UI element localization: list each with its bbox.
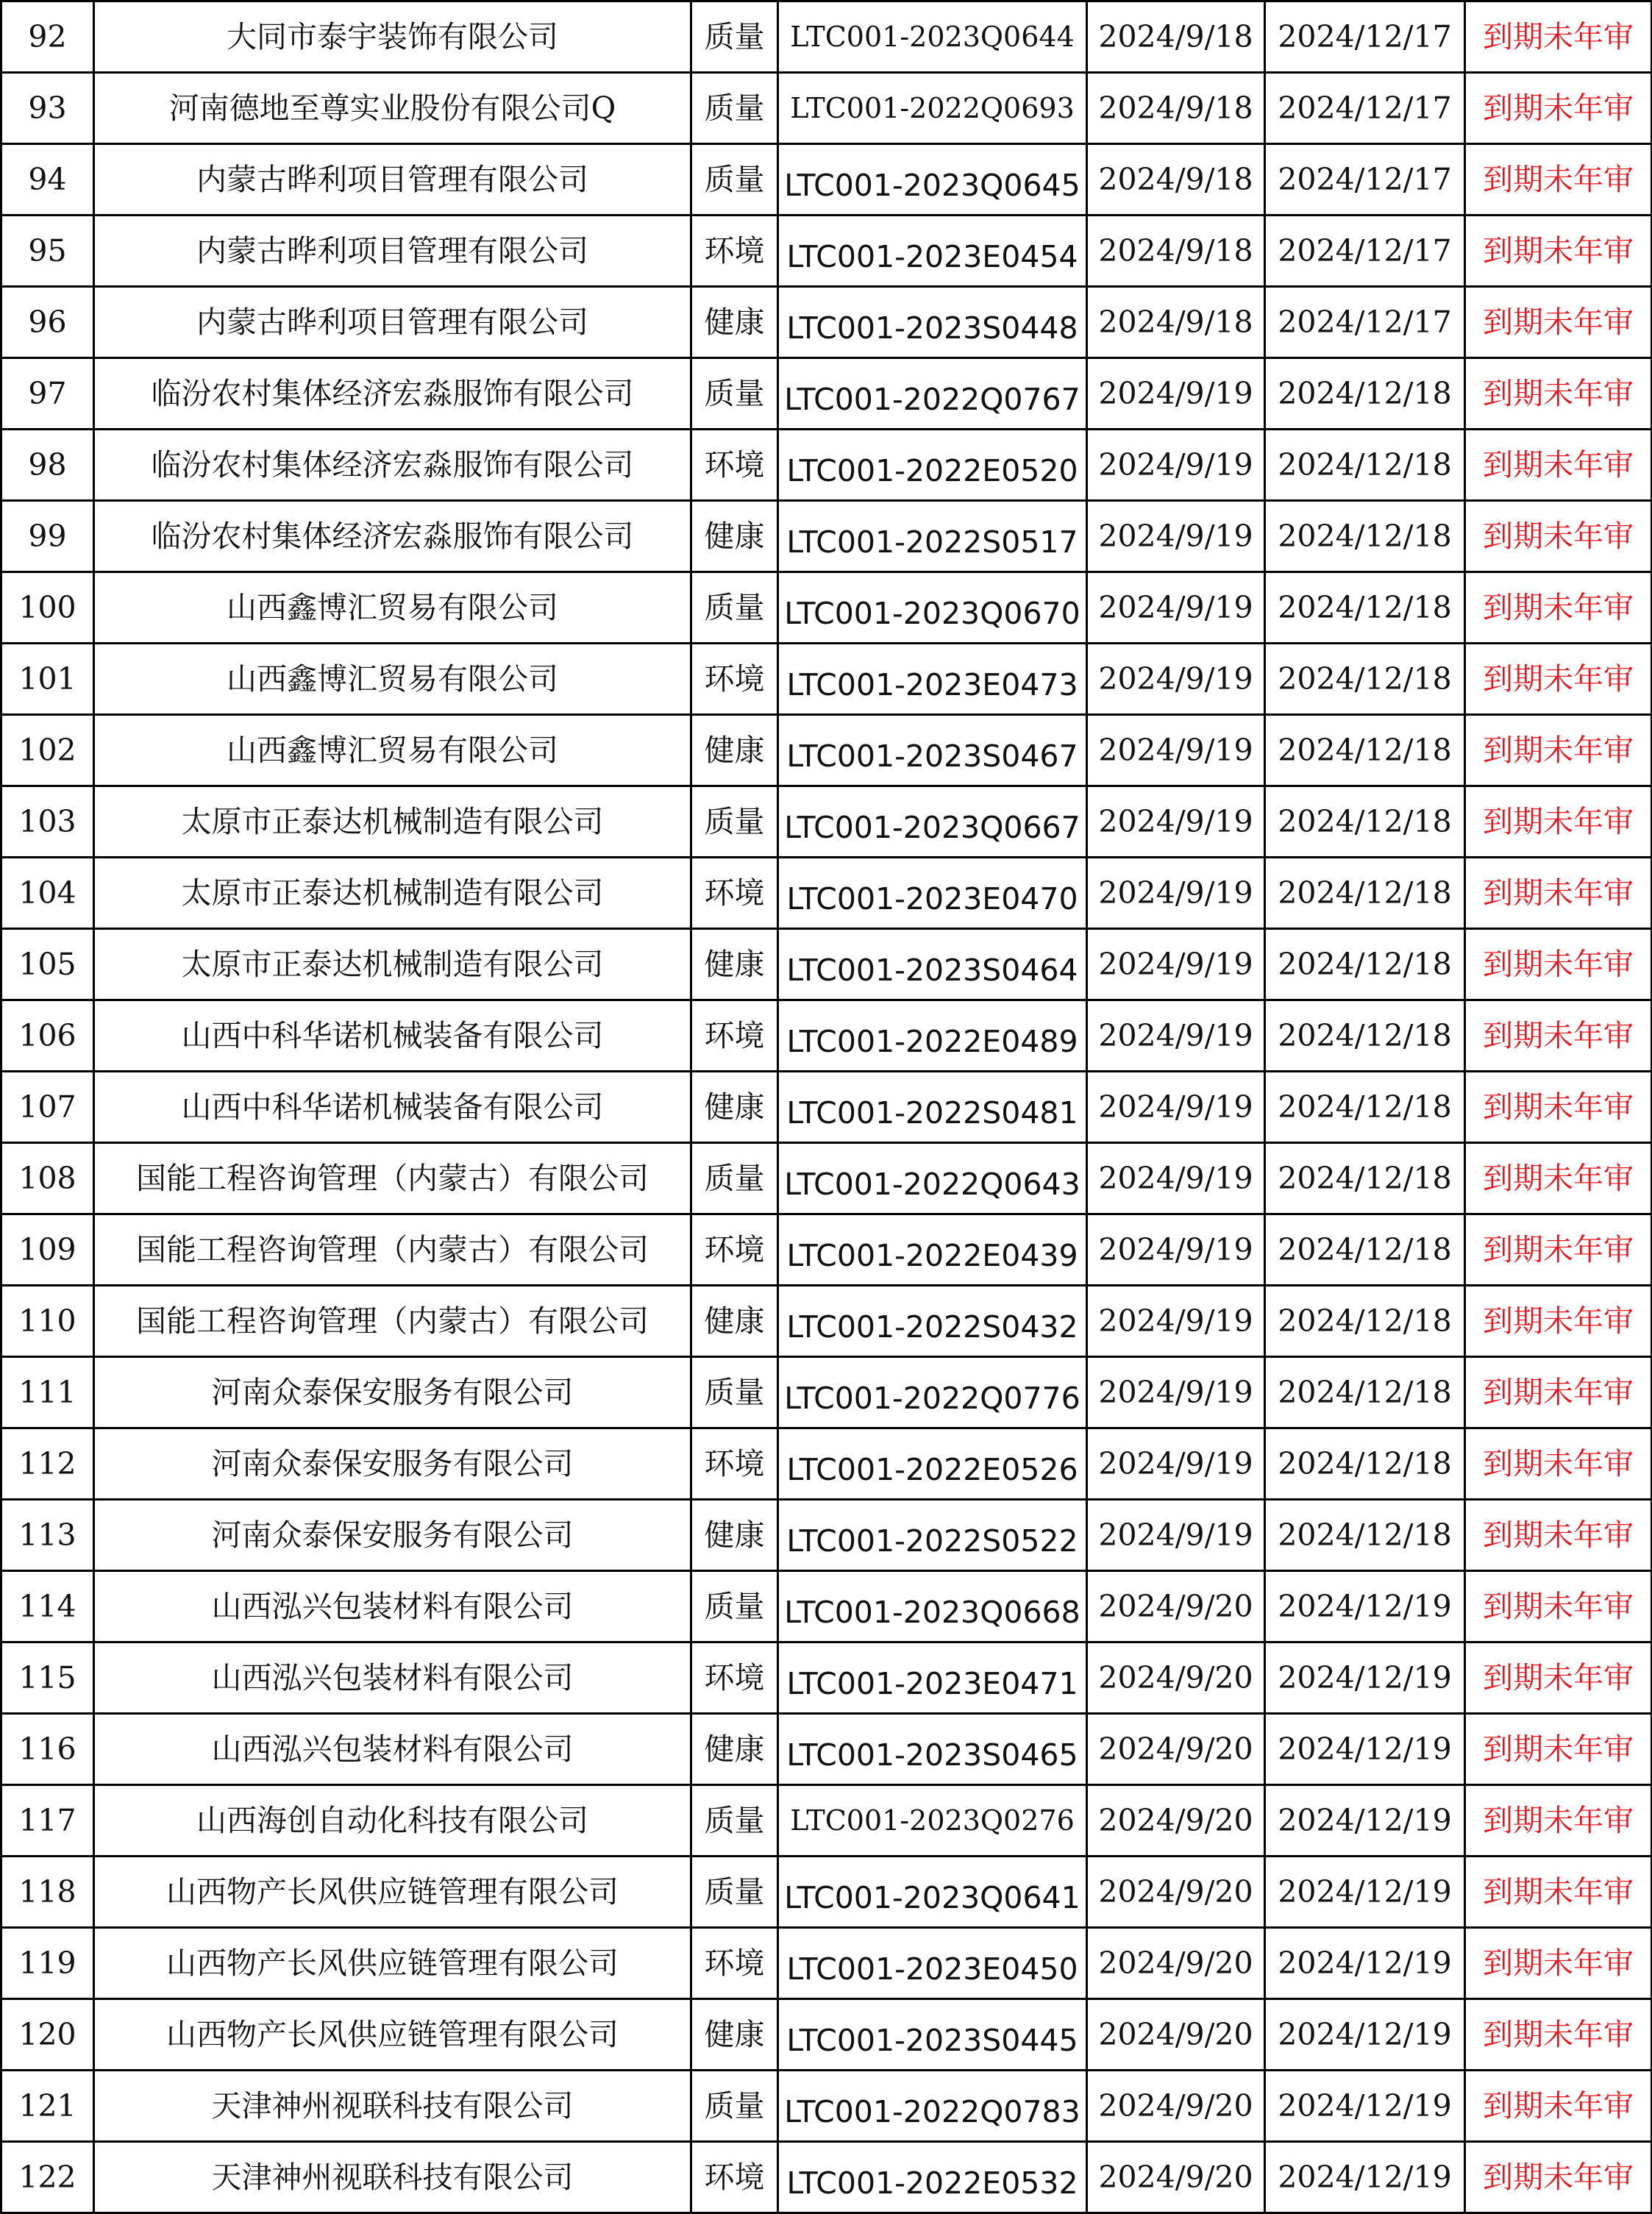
- company-name-cell: 山西泓兴包装材料有限公司: [94, 1642, 691, 1714]
- table-row: [1, 1428, 1652, 1500]
- status-cell: 到期未年审: [1465, 1857, 1652, 1928]
- row-number-cell: 109: [1, 1214, 94, 1286]
- table-row: [1, 572, 1652, 644]
- status-cell: 到期未年审: [1465, 73, 1652, 144]
- certificate-number-cell: LTC001-2023Q0667: [778, 786, 1087, 858]
- company-name-cell: 山西鑫博汇贸易有限公司: [94, 644, 691, 715]
- issue-date-cell: 2024/9/19: [1087, 1072, 1265, 1143]
- expiry-date-cell: 2024/12/18: [1265, 430, 1465, 501]
- issue-date-cell: 2024/9/19: [1087, 358, 1265, 430]
- certificate-number-cell: LTC001-2023E0450: [778, 1928, 1087, 1999]
- table-row: [1, 1214, 1652, 1286]
- row-number-cell: 101: [1, 644, 94, 715]
- certification-type-cell: 质量: [691, 358, 778, 430]
- certificate-number-cell: LTC001-2022S0481: [778, 1072, 1087, 1143]
- expiry-date-cell: 2024/12/19: [1265, 1857, 1465, 1928]
- company-name-cell: 山西物产长风供应链管理有限公司: [94, 1928, 691, 1999]
- issue-date-cell: 2024/9/19: [1087, 501, 1265, 572]
- status-cell: 到期未年审: [1465, 1, 1652, 73]
- certification-type-cell: 健康: [691, 929, 778, 1000]
- issue-date-cell: 2024/9/19: [1087, 1214, 1265, 1286]
- expiry-date-cell: 2024/12/18: [1265, 1500, 1465, 1571]
- issue-date-cell: 2024/9/20: [1087, 1642, 1265, 1714]
- row-number-cell: 114: [1, 1571, 94, 1642]
- table-row: [1, 1928, 1652, 1999]
- table-row: [1, 715, 1652, 786]
- certificate-number-cell: LTC001-2022E0489: [778, 1000, 1087, 1072]
- status-cell: 到期未年审: [1465, 1286, 1652, 1357]
- row-number-cell: 95: [1, 216, 94, 287]
- expiry-date-cell: 2024/12/19: [1265, 1642, 1465, 1714]
- certificate-number-cell: LTC001-2023Q0645: [778, 144, 1087, 216]
- company-name-cell: 临汾农村集体经济宏淼服饰有限公司: [94, 430, 691, 501]
- row-number-cell: 96: [1, 287, 94, 358]
- issue-date-cell: 2024/9/19: [1087, 786, 1265, 858]
- issue-date-cell: 2024/9/18: [1087, 1, 1265, 73]
- issue-date-cell: 2024/9/18: [1087, 73, 1265, 144]
- certification-type-cell: 健康: [691, 501, 778, 572]
- company-name-cell: 山西泓兴包装材料有限公司: [94, 1571, 691, 1642]
- certificate-number-cell: LTC001-2023Q0670: [778, 572, 1087, 644]
- certification-type-cell: 环境: [691, 644, 778, 715]
- status-cell: 到期未年审: [1465, 1999, 1652, 2071]
- certification-type-cell: 健康: [691, 287, 778, 358]
- certification-type-cell: 环境: [691, 1428, 778, 1500]
- company-name-cell: 山西物产长风供应链管理有限公司: [94, 1999, 691, 2071]
- row-number-cell: 92: [1, 1, 94, 73]
- certificate-number-cell: LTC001-2023S0467: [778, 715, 1087, 786]
- row-number-cell: 111: [1, 1357, 94, 1428]
- row-number-cell: 113: [1, 1500, 94, 1571]
- row-number-cell: 110: [1, 1286, 94, 1357]
- table-row: [1, 786, 1652, 858]
- expiry-date-cell: 2024/12/18: [1265, 715, 1465, 786]
- row-number-cell: 120: [1, 1999, 94, 2071]
- certification-type-cell: 质量: [691, 572, 778, 644]
- expiry-date-cell: 2024/12/18: [1265, 501, 1465, 572]
- status-cell: 到期未年审: [1465, 430, 1652, 501]
- issue-date-cell: 2024/9/19: [1087, 1428, 1265, 1500]
- certification-type-cell: 健康: [691, 1500, 778, 1571]
- certificate-number-cell: LTC001-2022E0526: [778, 1428, 1087, 1500]
- company-name-cell: 天津神州视联科技有限公司: [94, 2071, 691, 2142]
- row-number-cell: 103: [1, 786, 94, 858]
- status-cell: 到期未年审: [1465, 1072, 1652, 1143]
- certificate-number-cell: LTC001-2022S0432: [778, 1286, 1087, 1357]
- status-cell: 到期未年审: [1465, 1143, 1652, 1214]
- issue-date-cell: 2024/9/19: [1087, 430, 1265, 501]
- certificate-number-cell: LTC001-2023Q0641: [778, 1857, 1087, 1928]
- certification-type-cell: 质量: [691, 1143, 778, 1214]
- issue-date-cell: 2024/9/19: [1087, 644, 1265, 715]
- certification-type-cell: 质量: [691, 1357, 778, 1428]
- certificate-number-cell: LTC001-2022Q0776: [778, 1357, 1087, 1428]
- company-name-cell: 内蒙古晔利项目管理有限公司: [94, 287, 691, 358]
- row-number-cell: 107: [1, 1072, 94, 1143]
- certification-type-cell: 质量: [691, 1571, 778, 1642]
- company-name-cell: 大同市泰宇装饰有限公司: [94, 1, 691, 73]
- table-body: [1, 1, 1652, 2213]
- status-cell: 到期未年审: [1465, 358, 1652, 430]
- certification-type-cell: 质量: [691, 2071, 778, 2142]
- company-name-cell: 内蒙古晔利项目管理有限公司: [94, 144, 691, 216]
- row-number-cell: 106: [1, 1000, 94, 1072]
- table-row: [1, 501, 1652, 572]
- certificate-number-cell: LTC001-2022Q0643: [778, 1143, 1087, 1214]
- row-number-cell: 121: [1, 2071, 94, 2142]
- company-name-cell: 临汾农村集体经济宏淼服饰有限公司: [94, 358, 691, 430]
- status-cell: 到期未年审: [1465, 1500, 1652, 1571]
- row-number-cell: 94: [1, 144, 94, 216]
- issue-date-cell: 2024/9/18: [1087, 216, 1265, 287]
- certification-type-cell: 环境: [691, 2142, 778, 2213]
- table-row: [1, 430, 1652, 501]
- status-cell: 到期未年审: [1465, 144, 1652, 216]
- status-cell: 到期未年审: [1465, 2071, 1652, 2142]
- certificate-number-cell: LTC001-2023Q0668: [778, 1571, 1087, 1642]
- row-number-cell: 100: [1, 572, 94, 644]
- company-name-cell: 山西中科华诺机械装备有限公司: [94, 1072, 691, 1143]
- certificate-number-cell: LTC001-2022S0522: [778, 1500, 1087, 1571]
- issue-date-cell: 2024/9/19: [1087, 715, 1265, 786]
- table-row: [1, 1357, 1652, 1428]
- status-cell: 到期未年审: [1465, 715, 1652, 786]
- certification-type-cell: 健康: [691, 1072, 778, 1143]
- certification-type-cell: 质量: [691, 73, 778, 144]
- table-row: [1, 358, 1652, 430]
- row-number-cell: 98: [1, 430, 94, 501]
- status-cell: 到期未年审: [1465, 572, 1652, 644]
- expiry-date-cell: 2024/12/17: [1265, 144, 1465, 216]
- row-number-cell: 116: [1, 1714, 94, 1785]
- certificate-number-cell: LTC001-2023S0464: [778, 929, 1087, 1000]
- status-cell: 到期未年审: [1465, 644, 1652, 715]
- table-row: [1, 73, 1652, 144]
- certification-type-cell: 质量: [691, 786, 778, 858]
- expiry-date-cell: 2024/12/19: [1265, 1999, 1465, 2071]
- certification-type-cell: 质量: [691, 1, 778, 73]
- expiry-date-cell: 2024/12/19: [1265, 1785, 1465, 1857]
- table-row: [1, 1642, 1652, 1714]
- status-cell: 到期未年审: [1465, 1428, 1652, 1500]
- row-number-cell: 112: [1, 1428, 94, 1500]
- company-name-cell: 河南众泰保安服务有限公司: [94, 1357, 691, 1428]
- certificate-number-cell: LTC001-2023E0473: [778, 644, 1087, 715]
- issue-date-cell: 2024/9/20: [1087, 2071, 1265, 2142]
- table-row: [1, 858, 1652, 929]
- table-row: [1, 1857, 1652, 1928]
- status-cell: 到期未年审: [1465, 1357, 1652, 1428]
- table-row: [1, 1072, 1652, 1143]
- expiry-date-cell: 2024/12/19: [1265, 1714, 1465, 1785]
- issue-date-cell: 2024/9/18: [1087, 287, 1265, 358]
- expiry-date-cell: 2024/12/18: [1265, 358, 1465, 430]
- table-row: [1, 1143, 1652, 1214]
- certificate-number-cell: LTC001-2023E0454: [778, 216, 1087, 287]
- certificate-number-cell: LTC001-2023E0470: [778, 858, 1087, 929]
- company-name-cell: 太原市正泰达机械制造有限公司: [94, 786, 691, 858]
- row-number-cell: 122: [1, 2142, 94, 2213]
- row-number-cell: 99: [1, 501, 94, 572]
- certificate-number-cell: LTC001-2022E0439: [778, 1214, 1087, 1286]
- certificate-number-cell: LTC001-2023S0448: [778, 287, 1087, 358]
- expiry-date-cell: 2024/12/17: [1265, 216, 1465, 287]
- certification-type-cell: 环境: [691, 858, 778, 929]
- issue-date-cell: 2024/9/19: [1087, 1143, 1265, 1214]
- certification-type-cell: 质量: [691, 1785, 778, 1857]
- table-row: [1, 929, 1652, 1000]
- expiry-date-cell: 2024/12/18: [1265, 644, 1465, 715]
- certificate-number-cell: LTC001-2022E0532: [778, 2142, 1087, 2213]
- company-name-cell: 山西鑫博汇贸易有限公司: [94, 572, 691, 644]
- issue-date-cell: 2024/9/20: [1087, 2142, 1265, 2213]
- company-name-cell: 太原市正泰达机械制造有限公司: [94, 929, 691, 1000]
- table-row: [1, 1500, 1652, 1571]
- certification-type-cell: 健康: [691, 715, 778, 786]
- expiry-date-cell: 2024/12/18: [1265, 1143, 1465, 1214]
- company-name-cell: 山西中科华诺机械装备有限公司: [94, 1000, 691, 1072]
- certificate-number-cell: LTC001-2023Q0276: [778, 1785, 1087, 1857]
- row-number-cell: 105: [1, 929, 94, 1000]
- row-number-cell: 115: [1, 1642, 94, 1714]
- table-row: [1, 287, 1652, 358]
- certification-type-cell: 环境: [691, 430, 778, 501]
- company-name-cell: 内蒙古晔利项目管理有限公司: [94, 216, 691, 287]
- company-name-cell: 河南德地至尊实业股份有限公司Q: [94, 73, 691, 144]
- status-cell: 到期未年审: [1465, 501, 1652, 572]
- table-row: [1, 1000, 1652, 1072]
- row-number-cell: 104: [1, 858, 94, 929]
- status-cell: 到期未年审: [1465, 1642, 1652, 1714]
- certification-type-cell: 环境: [691, 1642, 778, 1714]
- status-cell: 到期未年审: [1465, 1000, 1652, 1072]
- row-number-cell: 108: [1, 1143, 94, 1214]
- table-row: [1, 1714, 1652, 1785]
- expiry-date-cell: 2024/12/18: [1265, 858, 1465, 929]
- status-cell: 到期未年审: [1465, 1214, 1652, 1286]
- expiry-date-cell: 2024/12/19: [1265, 2071, 1465, 2142]
- company-name-cell: 国能工程咨询管理（内蒙古）有限公司: [94, 1143, 691, 1214]
- status-cell: 到期未年审: [1465, 287, 1652, 358]
- status-cell: 到期未年审: [1465, 2142, 1652, 2213]
- table-row: [1, 216, 1652, 287]
- expiry-date-cell: 2024/12/18: [1265, 1000, 1465, 1072]
- expiry-date-cell: 2024/12/19: [1265, 2142, 1465, 2213]
- table-row: [1, 1571, 1652, 1642]
- issue-date-cell: 2024/9/18: [1087, 144, 1265, 216]
- row-number-cell: 118: [1, 1857, 94, 1928]
- expiry-date-cell: 2024/12/18: [1265, 1286, 1465, 1357]
- certificate-number-cell: LTC001-2023S0445: [778, 1999, 1087, 2071]
- expiry-date-cell: 2024/12/18: [1265, 1214, 1465, 1286]
- company-name-cell: 国能工程咨询管理（内蒙古）有限公司: [94, 1286, 691, 1357]
- expiry-date-cell: 2024/12/17: [1265, 1, 1465, 73]
- issue-date-cell: 2024/9/20: [1087, 1571, 1265, 1642]
- status-cell: 到期未年审: [1465, 1714, 1652, 1785]
- expiry-date-cell: 2024/12/18: [1265, 1357, 1465, 1428]
- certification-type-cell: 环境: [691, 1214, 778, 1286]
- status-cell: 到期未年审: [1465, 1785, 1652, 1857]
- expiry-date-cell: 2024/12/17: [1265, 73, 1465, 144]
- row-number-cell: 119: [1, 1928, 94, 1999]
- table-row: [1, 2142, 1652, 2213]
- row-number-cell: 97: [1, 358, 94, 430]
- status-cell: 到期未年审: [1465, 1928, 1652, 1999]
- certification-type-cell: 健康: [691, 1999, 778, 2071]
- table-row: [1, 2071, 1652, 2142]
- issue-date-cell: 2024/9/19: [1087, 1357, 1265, 1428]
- expiry-date-cell: 2024/12/19: [1265, 1571, 1465, 1642]
- certificate-number-cell: LTC001-2022Q0783: [778, 2071, 1087, 2142]
- company-name-cell: 临汾农村集体经济宏淼服饰有限公司: [94, 501, 691, 572]
- table-row: [1, 1785, 1652, 1857]
- issue-date-cell: 2024/9/20: [1087, 1999, 1265, 2071]
- row-number-cell: 117: [1, 1785, 94, 1857]
- certificate-number-cell: LTC001-2022Q0693: [778, 73, 1087, 144]
- table-row: [1, 1286, 1652, 1357]
- certificate-number-cell: LTC001-2023E0471: [778, 1642, 1087, 1714]
- table-row: [1, 1, 1652, 73]
- certificate-number-cell: LTC001-2023S0465: [778, 1714, 1087, 1785]
- status-cell: 到期未年审: [1465, 1571, 1652, 1642]
- expiry-date-cell: 2024/12/18: [1265, 786, 1465, 858]
- certificate-number-cell: LTC001-2022Q0767: [778, 358, 1087, 430]
- status-cell: 到期未年审: [1465, 858, 1652, 929]
- company-name-cell: 山西海创自动化科技有限公司: [94, 1785, 691, 1857]
- certification-type-cell: 质量: [691, 1857, 778, 1928]
- status-cell: 到期未年审: [1465, 216, 1652, 287]
- expiry-date-cell: 2024/12/18: [1265, 572, 1465, 644]
- certificate-number-cell: LTC001-2023Q0644: [778, 1, 1087, 73]
- status-cell: 到期未年审: [1465, 786, 1652, 858]
- certification-type-cell: 健康: [691, 1714, 778, 1785]
- certification-type-cell: 环境: [691, 1928, 778, 1999]
- expiry-date-cell: 2024/12/19: [1265, 1928, 1465, 1999]
- issue-date-cell: 2024/9/19: [1087, 1286, 1265, 1357]
- certificate-number-cell: LTC001-2022S0517: [778, 501, 1087, 572]
- row-number-cell: 93: [1, 73, 94, 144]
- issue-date-cell: 2024/9/19: [1087, 1000, 1265, 1072]
- certificate-number-cell: LTC001-2022E0520: [778, 430, 1087, 501]
- issue-date-cell: 2024/9/20: [1087, 1928, 1265, 1999]
- issue-date-cell: 2024/9/19: [1087, 858, 1265, 929]
- expiry-date-cell: 2024/12/18: [1265, 929, 1465, 1000]
- company-name-cell: 河南众泰保安服务有限公司: [94, 1500, 691, 1571]
- company-name-cell: 国能工程咨询管理（内蒙古）有限公司: [94, 1214, 691, 1286]
- issue-date-cell: 2024/9/20: [1087, 1714, 1265, 1785]
- company-name-cell: 太原市正泰达机械制造有限公司: [94, 858, 691, 929]
- expiry-date-cell: 2024/12/17: [1265, 287, 1465, 358]
- status-cell: 到期未年审: [1465, 929, 1652, 1000]
- table-row: [1, 644, 1652, 715]
- table-row: [1, 144, 1652, 216]
- expiry-date-cell: 2024/12/18: [1265, 1428, 1465, 1500]
- company-name-cell: 山西物产长风供应链管理有限公司: [94, 1857, 691, 1928]
- issue-date-cell: 2024/9/19: [1087, 572, 1265, 644]
- company-name-cell: 天津神州视联科技有限公司: [94, 2142, 691, 2213]
- issue-date-cell: 2024/9/20: [1087, 1785, 1265, 1857]
- company-name-cell: 山西鑫博汇贸易有限公司: [94, 715, 691, 786]
- issue-date-cell: 2024/9/20: [1087, 1857, 1265, 1928]
- certification-type-cell: 质量: [691, 144, 778, 216]
- issue-date-cell: 2024/9/19: [1087, 929, 1265, 1000]
- table-row: [1, 1999, 1652, 2071]
- certification-type-cell: 健康: [691, 1286, 778, 1357]
- company-name-cell: 山西泓兴包装材料有限公司: [94, 1714, 691, 1785]
- issue-date-cell: 2024/9/19: [1087, 1500, 1265, 1571]
- company-name-cell: 河南众泰保安服务有限公司: [94, 1428, 691, 1500]
- certification-type-cell: 环境: [691, 1000, 778, 1072]
- certification-type-cell: 环境: [691, 216, 778, 287]
- expiry-date-cell: 2024/12/18: [1265, 1072, 1465, 1143]
- row-number-cell: 102: [1, 715, 94, 786]
